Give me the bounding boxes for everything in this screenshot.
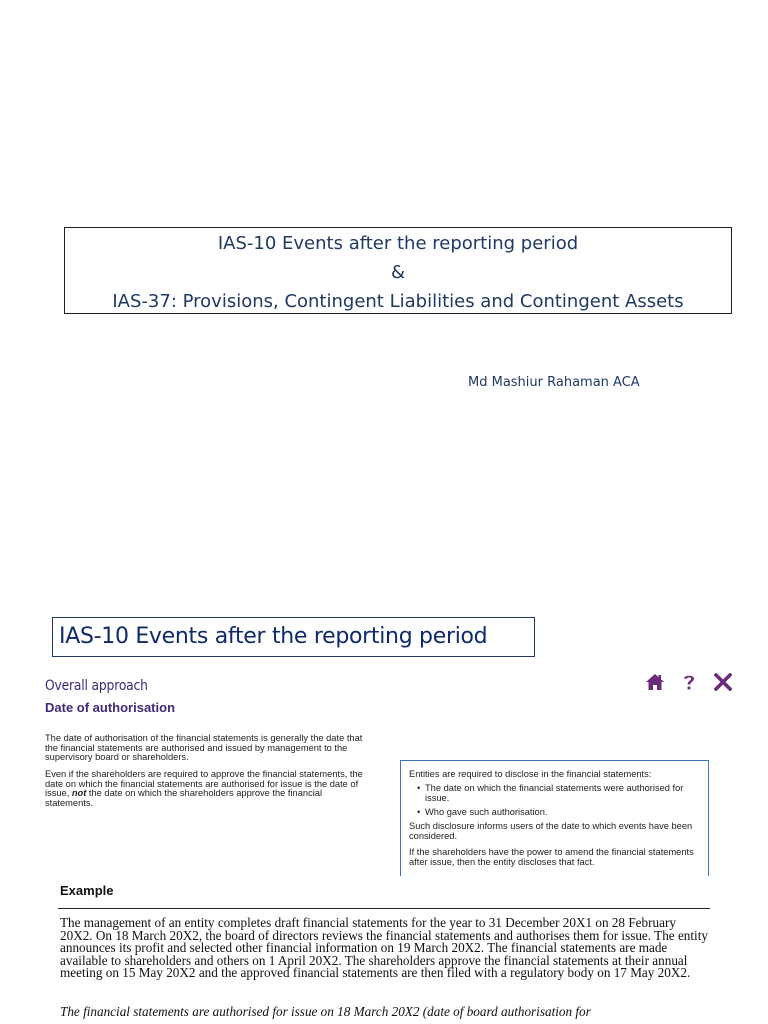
disclosure-box: [400, 760, 709, 876]
disclosure-amend: If the shareholders have the power to amend the financial statements after issue, then the entity discloses that fact.: [409, 847, 694, 867]
help-icon[interactable]: [678, 671, 700, 693]
example-body: The management of an entity completes draft financial statements for the year to 31 December 20X1 on 28 February 20X2. On 18 March 20X2, the board of directors reviews the financial statements and authorises them for issue. The entity announces its profit and selected other financial information on 19 March 20X2. The financial statements are made available to shareholders and others on 1 April 20X2. The shareholders approve the financial statements at their annual meeting on 15 May 20X2 and the approved financial statements are then filed with a regulatory body on 17 May 20X2.: [60, 915, 708, 981]
disclosure-list: [409, 783, 700, 817]
subsection-title: Date of authorisation: [45, 700, 176, 715]
example-conclusion: The financial statements are authorised for issue on 18 March 20X2 (date of board authorisation for: [60, 1004, 591, 1019]
close-icon[interactable]: [712, 671, 734, 693]
section-title: Overall approach: [45, 678, 148, 694]
cover-title-line-1: IAS-10 Events after the reporting period: [217, 233, 579, 254]
example-divider: [58, 908, 710, 909]
home-icon[interactable]: [644, 671, 666, 693]
disclosure-note: Such disclosure informs users of the date to which events have been considered.: [409, 821, 693, 841]
paragraph-text: Even if the shareholders are required to approve the financial statements, the date on which the financial statements are authorised for issue is the date of issue,: [45, 769, 363, 799]
cover-title-line-3: IAS-37: Provisions, Contingent Liabilities and Contingent Assets: [112, 291, 684, 312]
example-label: Example: [60, 883, 114, 898]
list-item: • Who gave such authorisation.: [417, 807, 700, 817]
paragraph-text: the date on which the shareholders approve the financial statements.: [45, 788, 323, 808]
disclosure-intro: Entities are required to disclose in the financial statements:: [409, 769, 652, 779]
emphasis-text: not: [71, 788, 87, 799]
authorisation-paragraph: The date of authorisation of the financial statements is generally the date that the financial statements are authorised and issued by management to the supervisory board or shareholders.: [45, 733, 363, 763]
list-item: • The date on which the financial statements were authorised for issue.: [417, 783, 700, 803]
cover-title-box: [64, 227, 732, 314]
nav-icon-group: [644, 671, 740, 693]
slide-heading: IAS-10 Events after the reporting period: [59, 624, 488, 649]
shareholder-paragraph: [45, 770, 363, 808]
author-name: Md Mashiur Rahaman ACA: [468, 375, 640, 390]
cover-title-ampersand: &: [390, 262, 406, 283]
slide-heading-box: [52, 617, 535, 657]
